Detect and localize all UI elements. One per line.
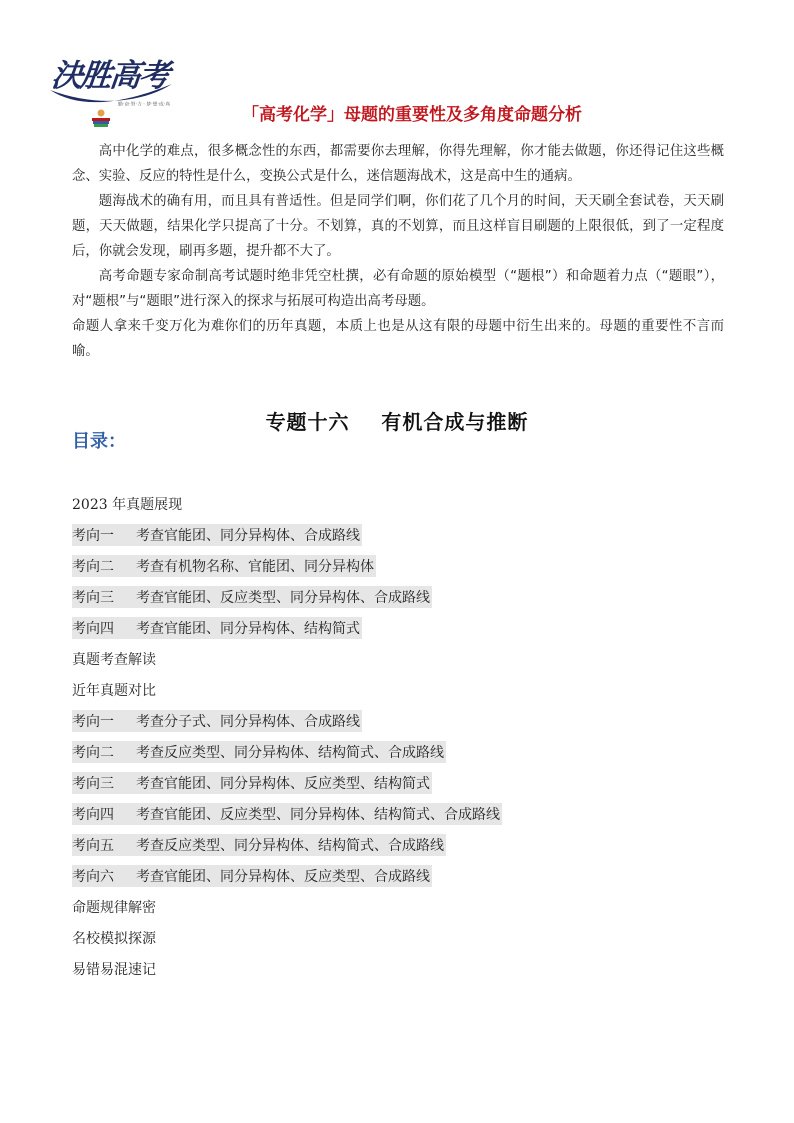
toc-link-2023-4[interactable] [72, 617, 362, 639]
toc-text: 考查反应类型、同分异构体、结构简式、合成路线 [136, 837, 444, 854]
toc-link-past-2[interactable] [72, 741, 446, 763]
toc-code: 考向二 [72, 744, 114, 761]
toc-text: 考查官能团、同分异构体、结构简式 [136, 620, 360, 637]
toc-analysis[interactable]: 真题考查解读 [72, 651, 156, 668]
toc-code: 考向四 [72, 806, 114, 823]
toc-code: 考向五 [72, 837, 114, 854]
toc-code: 考向三 [72, 775, 114, 792]
toc-text: 考查官能团、反应类型、同分异构体、结构简式、合成路线 [136, 806, 500, 823]
toc-code: 考向六 [72, 868, 114, 885]
intro-paragraph: 命题人拿来千变万化为难你们的历年真题，本质上也是从这有限的母题中衍生出来的。母题的重要性不言而喻。 [72, 319, 724, 359]
intro-paragraph: 高考命题专家命制高考试题时绝非凭空杜撰，必有命题的原始模型（“题根”）和命题着力点（“题眼”），对“题根”与“题眼”进行深入的探求与拓展可构造出高考母题。 [72, 269, 724, 309]
toc-schools[interactable]: 名校模拟探源 [72, 930, 156, 947]
toc-link-past-3[interactable] [72, 772, 432, 794]
toc-year-title[interactable]: 2023 年真题展现 [72, 496, 183, 513]
toc-code: 考向一 [72, 527, 114, 544]
toc-link-2023-2[interactable] [72, 555, 376, 577]
logo-text: 決胜高考 [49, 58, 170, 94]
toc-text: 考查有机物名称、官能团、同分异构体 [136, 558, 374, 575]
toc-link-2023-3[interactable] [72, 586, 432, 608]
toc-link-past-6[interactable] [72, 865, 432, 887]
logo-tagline: 勤·奋·努·力 · 梦·想·成·真 [118, 101, 171, 108]
toc-code: 考向三 [72, 589, 114, 606]
toc-code: 考向二 [72, 558, 114, 575]
toc-heading: 目录： [72, 431, 126, 452]
toc-text: 考查官能团、同分异构体、合成路线 [136, 527, 360, 544]
toc-compare[interactable]: 近年真题对比 [72, 682, 156, 699]
table-of-contents [72, 488, 722, 984]
toc-link-past-4[interactable] [72, 803, 502, 825]
intro-paragraph: 高中化学的难点，很多概念性的东西，都需要你去理解，你得先理解，你才能去做题，你还得记住这些概念、实验、反应的特性是什么，变换公式是什么，迷信题海战术，这是高中生的通病。 [72, 144, 724, 184]
toc-code: 考向四 [72, 620, 114, 637]
intro-text [72, 139, 724, 364]
toc-link-past-5[interactable] [72, 834, 446, 856]
toc-link-past-1[interactable] [72, 710, 362, 732]
toc-text: 考查官能团、同分异构体、反应类型、结构简式 [136, 775, 430, 792]
toc-text: 考查分子式、同分异构体、合成路线 [136, 713, 360, 730]
toc-text: 考查反应类型、同分异构体、结构简式、合成路线 [136, 744, 444, 761]
page-header-title: 「高考化学」母题的重要性及多角度命题分析 [242, 105, 582, 125]
toc-link-2023-1[interactable] [72, 524, 362, 546]
intro-paragraph: 题海战术的确有用，而且具有普适性。但是同学们啊，你们花了几个月的时间，天天刷全套试卷，天天刷题，天天做题，结果化学只提高了十分。不划算，真的不划算，而且这样盲目刷题的上限很低，到了一定程度后，你就会发现，刷再多题，提升都不大了。 [72, 194, 724, 259]
toc-code: 考向一 [72, 713, 114, 730]
toc-text: 考查官能团、反应类型、同分异构体、合成路线 [136, 589, 430, 606]
section-title: 专题十六 有机合成与推断 [265, 410, 529, 434]
toc-mistakes[interactable]: 易错易混速记 [72, 961, 156, 978]
toc-rules[interactable]: 命题规律解密 [72, 899, 156, 916]
toc-text: 考查官能团、同分异构体、反应类型、合成路线 [136, 868, 430, 885]
